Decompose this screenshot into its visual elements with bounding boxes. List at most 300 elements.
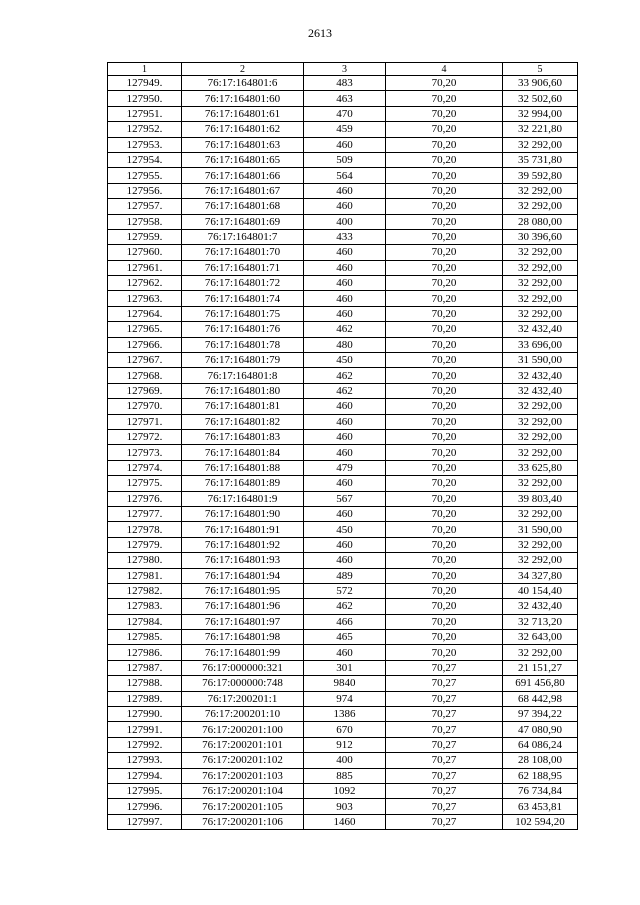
cadastral-number-cell: 76:17:164801:65 bbox=[182, 152, 304, 167]
cadastral-number-cell: 76:17:164801:81 bbox=[182, 399, 304, 414]
rate-cell: 70,20 bbox=[386, 152, 503, 167]
table-row bbox=[108, 214, 578, 229]
cadastral-number-cell: 76:17:164801:92 bbox=[182, 537, 304, 552]
row-number-cell: 127978. bbox=[108, 522, 182, 537]
row-number-cell: 127951. bbox=[108, 106, 182, 121]
amount-cell: 34 327,80 bbox=[503, 568, 578, 583]
amount-cell: 39 803,40 bbox=[503, 491, 578, 506]
column-header: 2 bbox=[182, 63, 304, 76]
rate-cell: 70,27 bbox=[386, 737, 503, 752]
table-row bbox=[108, 568, 578, 583]
rate-cell: 70,20 bbox=[386, 553, 503, 568]
row-number-cell: 127997. bbox=[108, 814, 182, 829]
table-row bbox=[108, 353, 578, 368]
table-row bbox=[108, 306, 578, 321]
rate-cell: 70,20 bbox=[386, 522, 503, 537]
page-number: 2613 bbox=[308, 26, 332, 40]
rate-cell: 70,20 bbox=[386, 445, 503, 460]
table-row bbox=[108, 291, 578, 306]
amount-cell: 28 108,00 bbox=[503, 753, 578, 768]
row-number-cell: 127990. bbox=[108, 707, 182, 722]
table-row bbox=[108, 676, 578, 691]
amount-cell: 32 292,00 bbox=[503, 183, 578, 198]
area-cell: 459 bbox=[304, 122, 386, 137]
amount-cell: 33 696,00 bbox=[503, 337, 578, 352]
row-number-cell: 127985. bbox=[108, 630, 182, 645]
cadastral-number-cell: 76:17:000000:321 bbox=[182, 660, 304, 675]
table-row bbox=[108, 414, 578, 429]
cadastral-number-cell: 76:17:200201:106 bbox=[182, 814, 304, 829]
row-number-cell: 127981. bbox=[108, 568, 182, 583]
amount-cell: 28 080,00 bbox=[503, 214, 578, 229]
area-cell: 460 bbox=[304, 553, 386, 568]
amount-cell: 32 292,00 bbox=[503, 399, 578, 414]
amount-cell: 32 432,40 bbox=[503, 368, 578, 383]
area-cell: 450 bbox=[304, 353, 386, 368]
amount-cell: 32 502,60 bbox=[503, 91, 578, 106]
amount-cell: 76 734,84 bbox=[503, 783, 578, 798]
cadastral-number-cell: 76:17:200201:105 bbox=[182, 799, 304, 814]
area-cell: 460 bbox=[304, 476, 386, 491]
row-number-cell: 127953. bbox=[108, 137, 182, 152]
area-cell: 564 bbox=[304, 168, 386, 183]
area-cell: 460 bbox=[304, 506, 386, 521]
row-number-cell: 127970. bbox=[108, 399, 182, 414]
area-cell: 460 bbox=[304, 306, 386, 321]
cadastral-number-cell: 76:17:200201:1 bbox=[182, 691, 304, 706]
cadastral-number-cell: 76:17:164801:98 bbox=[182, 630, 304, 645]
table-row bbox=[108, 137, 578, 152]
cadastral-number-cell: 76:17:164801:7 bbox=[182, 229, 304, 244]
amount-cell: 32 292,00 bbox=[503, 645, 578, 660]
area-cell: 460 bbox=[304, 199, 386, 214]
table-row bbox=[108, 322, 578, 337]
table-row bbox=[108, 168, 578, 183]
cadastral-number-cell: 76:17:164801:6 bbox=[182, 76, 304, 91]
area-cell: 912 bbox=[304, 737, 386, 752]
area-cell: 670 bbox=[304, 722, 386, 737]
row-number-cell: 127979. bbox=[108, 537, 182, 552]
amount-cell: 32 643,00 bbox=[503, 630, 578, 645]
row-number-cell: 127976. bbox=[108, 491, 182, 506]
table-row bbox=[108, 445, 578, 460]
amount-cell: 62 188,95 bbox=[503, 768, 578, 783]
area-cell: 479 bbox=[304, 460, 386, 475]
area-cell: 480 bbox=[304, 337, 386, 352]
amount-cell: 32 221,80 bbox=[503, 122, 578, 137]
rate-cell: 70,20 bbox=[386, 306, 503, 321]
rate-cell: 70,20 bbox=[386, 399, 503, 414]
area-cell: 567 bbox=[304, 491, 386, 506]
cadastral-number-cell: 76:17:164801:68 bbox=[182, 199, 304, 214]
rate-cell: 70,20 bbox=[386, 229, 503, 244]
cadastral-number-cell: 76:17:164801:8 bbox=[182, 368, 304, 383]
column-header: 4 bbox=[386, 63, 503, 76]
row-number-cell: 127980. bbox=[108, 553, 182, 568]
table-row bbox=[108, 368, 578, 383]
table-row bbox=[108, 460, 578, 475]
rate-cell: 70,20 bbox=[386, 568, 503, 583]
cadastral-number-cell: 76:17:164801:97 bbox=[182, 614, 304, 629]
amount-cell: 35 731,80 bbox=[503, 152, 578, 167]
amount-cell: 32 994,00 bbox=[503, 106, 578, 121]
area-cell: 460 bbox=[304, 429, 386, 444]
row-number-cell: 127971. bbox=[108, 414, 182, 429]
rate-cell: 70,20 bbox=[386, 245, 503, 260]
rate-cell: 70,20 bbox=[386, 383, 503, 398]
row-number-cell: 127989. bbox=[108, 691, 182, 706]
table-row bbox=[108, 645, 578, 660]
row-number-cell: 127966. bbox=[108, 337, 182, 352]
area-cell: 462 bbox=[304, 368, 386, 383]
row-number-cell: 127968. bbox=[108, 368, 182, 383]
row-number-cell: 127950. bbox=[108, 91, 182, 106]
area-cell: 450 bbox=[304, 522, 386, 537]
cadastral-number-cell: 76:17:164801:63 bbox=[182, 137, 304, 152]
row-number-cell: 127961. bbox=[108, 260, 182, 275]
row-number-cell: 127988. bbox=[108, 676, 182, 691]
table-row bbox=[108, 599, 578, 614]
row-number-cell: 127987. bbox=[108, 660, 182, 675]
area-cell: 460 bbox=[304, 245, 386, 260]
table-row bbox=[108, 630, 578, 645]
amount-cell: 21 151,27 bbox=[503, 660, 578, 675]
row-number-cell: 127956. bbox=[108, 183, 182, 198]
row-number-cell: 127992. bbox=[108, 737, 182, 752]
area-cell: 462 bbox=[304, 322, 386, 337]
cadastral-number-cell: 76:17:164801:83 bbox=[182, 429, 304, 444]
amount-cell: 32 292,00 bbox=[503, 291, 578, 306]
row-number-cell: 127977. bbox=[108, 506, 182, 521]
row-number-cell: 127996. bbox=[108, 799, 182, 814]
rate-cell: 70,27 bbox=[386, 707, 503, 722]
rate-cell: 70,27 bbox=[386, 676, 503, 691]
table-row bbox=[108, 399, 578, 414]
cadastral-number-cell: 76:17:164801:93 bbox=[182, 553, 304, 568]
area-cell: 974 bbox=[304, 691, 386, 706]
table-row bbox=[108, 106, 578, 121]
rate-cell: 70,20 bbox=[386, 291, 503, 306]
cadastral-number-cell: 76:17:164801:90 bbox=[182, 506, 304, 521]
table-row bbox=[108, 660, 578, 675]
table-row bbox=[108, 814, 578, 829]
table-row bbox=[108, 737, 578, 752]
rate-cell: 70,20 bbox=[386, 137, 503, 152]
rate-cell: 70,20 bbox=[386, 537, 503, 552]
area-cell: 460 bbox=[304, 183, 386, 198]
area-cell: 885 bbox=[304, 768, 386, 783]
cadastral-number-cell: 76:17:164801:89 bbox=[182, 476, 304, 491]
table-row bbox=[108, 229, 578, 244]
row-number-cell: 127957. bbox=[108, 199, 182, 214]
amount-cell: 32 292,00 bbox=[503, 276, 578, 291]
rate-cell: 70,20 bbox=[386, 199, 503, 214]
row-number-cell: 127964. bbox=[108, 306, 182, 321]
area-cell: 9840 bbox=[304, 676, 386, 691]
area-cell: 483 bbox=[304, 76, 386, 91]
amount-cell: 32 292,00 bbox=[503, 260, 578, 275]
amount-cell: 39 592,80 bbox=[503, 168, 578, 183]
rate-cell: 70,20 bbox=[386, 322, 503, 337]
row-number-cell: 127993. bbox=[108, 753, 182, 768]
cadastral-number-cell: 76:17:164801:67 bbox=[182, 183, 304, 198]
amount-cell: 68 442,98 bbox=[503, 691, 578, 706]
table-row bbox=[108, 707, 578, 722]
area-cell: 1460 bbox=[304, 814, 386, 829]
cadastral-number-cell: 76:17:164801:71 bbox=[182, 260, 304, 275]
amount-cell: 32 292,00 bbox=[503, 429, 578, 444]
row-number-cell: 127965. bbox=[108, 322, 182, 337]
rate-cell: 70,20 bbox=[386, 91, 503, 106]
amount-cell: 64 086,24 bbox=[503, 737, 578, 752]
area-cell: 463 bbox=[304, 91, 386, 106]
cadastral-number-cell: 76:17:164801:76 bbox=[182, 322, 304, 337]
cadastral-number-cell: 76:17:200201:101 bbox=[182, 737, 304, 752]
rate-cell: 70,27 bbox=[386, 799, 503, 814]
cadastral-number-cell: 76:17:200201:100 bbox=[182, 722, 304, 737]
row-number-cell: 127994. bbox=[108, 768, 182, 783]
column-header: 3 bbox=[304, 63, 386, 76]
amount-cell: 30 396,60 bbox=[503, 229, 578, 244]
rate-cell: 70,20 bbox=[386, 337, 503, 352]
area-cell: 466 bbox=[304, 614, 386, 629]
amount-cell: 32 292,00 bbox=[503, 199, 578, 214]
registry-table bbox=[107, 62, 578, 830]
cadastral-number-cell: 76:17:164801:91 bbox=[182, 522, 304, 537]
row-number-cell: 127963. bbox=[108, 291, 182, 306]
row-number-cell: 127973. bbox=[108, 445, 182, 460]
row-number-cell: 127962. bbox=[108, 276, 182, 291]
amount-cell: 97 394,22 bbox=[503, 707, 578, 722]
table-row bbox=[108, 245, 578, 260]
rate-cell: 70,20 bbox=[386, 460, 503, 475]
area-cell: 460 bbox=[304, 291, 386, 306]
table-body bbox=[108, 76, 578, 830]
table-row bbox=[108, 722, 578, 737]
amount-cell: 40 154,40 bbox=[503, 583, 578, 598]
table-row bbox=[108, 337, 578, 352]
rate-cell: 70,27 bbox=[386, 753, 503, 768]
table-row bbox=[108, 429, 578, 444]
rate-cell: 70,20 bbox=[386, 491, 503, 506]
rate-cell: 70,20 bbox=[386, 614, 503, 629]
table-row bbox=[108, 76, 578, 91]
cadastral-number-cell: 76:17:164801:70 bbox=[182, 245, 304, 260]
rate-cell: 70,27 bbox=[386, 783, 503, 798]
amount-cell: 32 292,00 bbox=[503, 506, 578, 521]
area-cell: 460 bbox=[304, 276, 386, 291]
row-number-cell: 127975. bbox=[108, 476, 182, 491]
table-row bbox=[108, 753, 578, 768]
table-row bbox=[108, 91, 578, 106]
area-cell: 460 bbox=[304, 260, 386, 275]
row-number-cell: 127995. bbox=[108, 783, 182, 798]
amount-cell: 691 456,80 bbox=[503, 676, 578, 691]
table-row bbox=[108, 522, 578, 537]
row-number-cell: 127959. bbox=[108, 229, 182, 244]
amount-cell: 47 080,90 bbox=[503, 722, 578, 737]
row-number-cell: 127974. bbox=[108, 460, 182, 475]
amount-cell: 32 432,40 bbox=[503, 383, 578, 398]
row-number-cell: 127983. bbox=[108, 599, 182, 614]
rate-cell: 70,20 bbox=[386, 214, 503, 229]
table-row bbox=[108, 476, 578, 491]
area-cell: 460 bbox=[304, 399, 386, 414]
table-row bbox=[108, 183, 578, 198]
cadastral-number-cell: 76:17:164801:61 bbox=[182, 106, 304, 121]
area-cell: 509 bbox=[304, 152, 386, 167]
table-row bbox=[108, 491, 578, 506]
area-cell: 460 bbox=[304, 537, 386, 552]
table-row bbox=[108, 799, 578, 814]
area-cell: 433 bbox=[304, 229, 386, 244]
amount-cell: 32 292,00 bbox=[503, 137, 578, 152]
amount-cell: 32 432,40 bbox=[503, 322, 578, 337]
cadastral-number-cell: 76:17:000000:748 bbox=[182, 676, 304, 691]
area-cell: 465 bbox=[304, 630, 386, 645]
table-row bbox=[108, 122, 578, 137]
cadastral-number-cell: 76:17:164801:96 bbox=[182, 599, 304, 614]
area-cell: 462 bbox=[304, 383, 386, 398]
row-number-cell: 127972. bbox=[108, 429, 182, 444]
row-number-cell: 127991. bbox=[108, 722, 182, 737]
rate-cell: 70,27 bbox=[386, 722, 503, 737]
rate-cell: 70,20 bbox=[386, 168, 503, 183]
amount-cell: 32 713,20 bbox=[503, 614, 578, 629]
rate-cell: 70,20 bbox=[386, 645, 503, 660]
rate-cell: 70,20 bbox=[386, 630, 503, 645]
rate-cell: 70,20 bbox=[386, 183, 503, 198]
row-number-cell: 127969. bbox=[108, 383, 182, 398]
table-row bbox=[108, 691, 578, 706]
cadastral-number-cell: 76:17:200201:102 bbox=[182, 753, 304, 768]
table-row bbox=[108, 553, 578, 568]
area-cell: 470 bbox=[304, 106, 386, 121]
rate-cell: 70,20 bbox=[386, 122, 503, 137]
area-cell: 460 bbox=[304, 645, 386, 660]
table-row bbox=[108, 152, 578, 167]
area-cell: 572 bbox=[304, 583, 386, 598]
table-row bbox=[108, 260, 578, 275]
table-row bbox=[108, 506, 578, 521]
area-cell: 489 bbox=[304, 568, 386, 583]
area-cell: 1386 bbox=[304, 707, 386, 722]
cadastral-number-cell: 76:17:164801:88 bbox=[182, 460, 304, 475]
row-number-cell: 127960. bbox=[108, 245, 182, 260]
cadastral-number-cell: 76:17:200201:104 bbox=[182, 783, 304, 798]
area-cell: 460 bbox=[304, 137, 386, 152]
rate-cell: 70,20 bbox=[386, 429, 503, 444]
cadastral-number-cell: 76:17:164801:74 bbox=[182, 291, 304, 306]
amount-cell: 32 432,40 bbox=[503, 599, 578, 614]
table-row bbox=[108, 614, 578, 629]
cadastral-number-cell: 76:17:164801:78 bbox=[182, 337, 304, 352]
row-number-cell: 127986. bbox=[108, 645, 182, 660]
rate-cell: 70,27 bbox=[386, 768, 503, 783]
table-row bbox=[108, 783, 578, 798]
table-row bbox=[108, 276, 578, 291]
rate-cell: 70,20 bbox=[386, 106, 503, 121]
cadastral-number-cell: 76:17:164801:69 bbox=[182, 214, 304, 229]
row-number-cell: 127955. bbox=[108, 168, 182, 183]
cadastral-number-cell: 76:17:164801:66 bbox=[182, 168, 304, 183]
rate-cell: 70,20 bbox=[386, 368, 503, 383]
rate-cell: 70,27 bbox=[386, 691, 503, 706]
cadastral-number-cell: 76:17:164801:82 bbox=[182, 414, 304, 429]
area-cell: 400 bbox=[304, 214, 386, 229]
rate-cell: 70,20 bbox=[386, 583, 503, 598]
table-row bbox=[108, 537, 578, 552]
table-row bbox=[108, 768, 578, 783]
rate-cell: 70,20 bbox=[386, 76, 503, 91]
cadastral-number-cell: 76:17:164801:84 bbox=[182, 445, 304, 460]
cadastral-number-cell: 76:17:164801:79 bbox=[182, 353, 304, 368]
rate-cell: 70,20 bbox=[386, 476, 503, 491]
amount-cell: 32 292,00 bbox=[503, 476, 578, 491]
cadastral-number-cell: 76:17:164801:95 bbox=[182, 583, 304, 598]
amount-cell: 33 906,60 bbox=[503, 76, 578, 91]
table-row bbox=[108, 199, 578, 214]
amount-cell: 32 292,00 bbox=[503, 537, 578, 552]
rate-cell: 70,20 bbox=[386, 260, 503, 275]
row-number-cell: 127952. bbox=[108, 122, 182, 137]
row-number-cell: 127958. bbox=[108, 214, 182, 229]
amount-cell: 32 292,00 bbox=[503, 414, 578, 429]
row-number-cell: 127984. bbox=[108, 614, 182, 629]
area-cell: 460 bbox=[304, 445, 386, 460]
amount-cell: 33 625,80 bbox=[503, 460, 578, 475]
cadastral-number-cell: 76:17:164801:75 bbox=[182, 306, 304, 321]
area-cell: 460 bbox=[304, 414, 386, 429]
cadastral-number-cell: 76:17:200201:10 bbox=[182, 707, 304, 722]
amount-cell: 32 292,00 bbox=[503, 245, 578, 260]
row-number-cell: 127982. bbox=[108, 583, 182, 598]
row-number-cell: 127967. bbox=[108, 353, 182, 368]
area-cell: 903 bbox=[304, 799, 386, 814]
table-header-row bbox=[108, 63, 578, 76]
amount-cell: 102 594,20 bbox=[503, 814, 578, 829]
amount-cell: 32 292,00 bbox=[503, 553, 578, 568]
amount-cell: 31 590,00 bbox=[503, 353, 578, 368]
amount-cell: 63 453,81 bbox=[503, 799, 578, 814]
cadastral-number-cell: 76:17:164801:80 bbox=[182, 383, 304, 398]
amount-cell: 32 292,00 bbox=[503, 445, 578, 460]
cadastral-number-cell: 76:17:164801:94 bbox=[182, 568, 304, 583]
rate-cell: 70,20 bbox=[386, 414, 503, 429]
cadastral-number-cell: 76:17:164801:99 bbox=[182, 645, 304, 660]
cadastral-number-cell: 76:17:200201:103 bbox=[182, 768, 304, 783]
column-header: 5 bbox=[503, 63, 578, 76]
area-cell: 1092 bbox=[304, 783, 386, 798]
cadastral-number-cell: 76:17:164801:72 bbox=[182, 276, 304, 291]
rate-cell: 70,20 bbox=[386, 506, 503, 521]
rate-cell: 70,20 bbox=[386, 353, 503, 368]
cadastral-number-cell: 76:17:164801:62 bbox=[182, 122, 304, 137]
area-cell: 400 bbox=[304, 753, 386, 768]
table-row bbox=[108, 583, 578, 598]
rate-cell: 70,27 bbox=[386, 814, 503, 829]
area-cell: 301 bbox=[304, 660, 386, 675]
rate-cell: 70,20 bbox=[386, 276, 503, 291]
area-cell: 462 bbox=[304, 599, 386, 614]
row-number-cell: 127949. bbox=[108, 76, 182, 91]
amount-cell: 32 292,00 bbox=[503, 306, 578, 321]
cadastral-number-cell: 76:17:164801:60 bbox=[182, 91, 304, 106]
rate-cell: 70,20 bbox=[386, 599, 503, 614]
row-number-cell: 127954. bbox=[108, 152, 182, 167]
rate-cell: 70,27 bbox=[386, 660, 503, 675]
cadastral-number-cell: 76:17:164801:9 bbox=[182, 491, 304, 506]
